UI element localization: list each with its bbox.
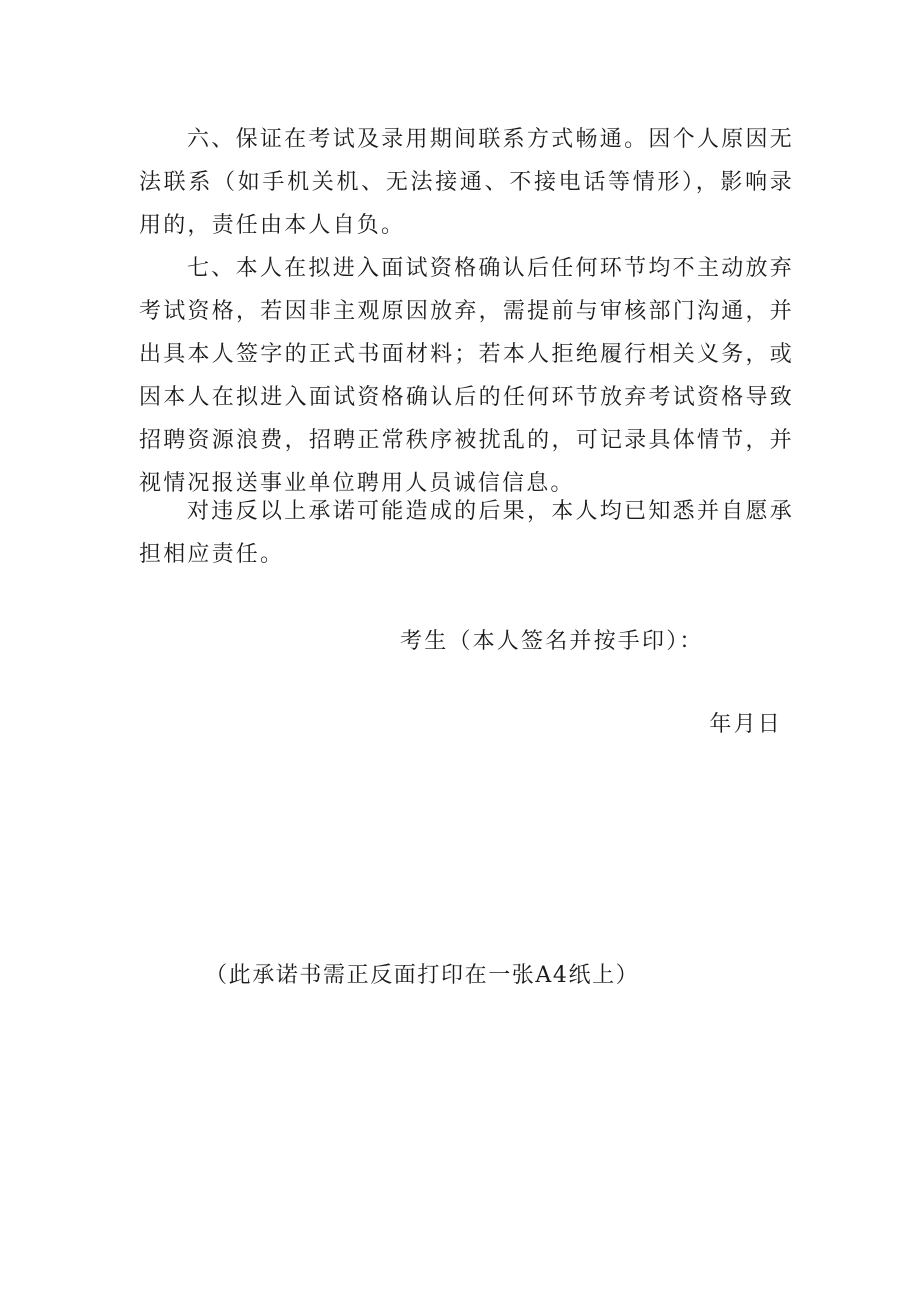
signature-label: 考生（本人签名并按手印）： (400, 629, 704, 654)
print-instruction-note: （此承诺书需正反面打印在一张A4纸上） (205, 963, 640, 988)
date-label: 年月日 (709, 712, 782, 737)
clause-seven-paragraph: 七、本人在拟进入面试资格确认后任何环节均不主动放弃考试资格，若因非主观原因放弃，需提前与审核部门沟通，并出具本人签字的正式书面材料；若本人拒绝履行相关义务，或因本人在拟进入面试资格确认后的任何环节放弃考试资格导致招聘资源浪费，招聘正常秩序被扰乱的，可记录具体情节，并视情况报送事业单位聘用人员诚信信息。 (139, 256, 794, 496)
clause-six-paragraph: 六、保证在考试及录用期间联系方式畅通。因个人原因无法联系（如手机关机、无法接通、不接电话等情形），影响录用的，责任由本人自负。 (139, 127, 794, 238)
liability-statement-paragraph: 对违反以上承诺可能造成的后果，本人均已知悉并自愿承担相应责任。 (139, 499, 794, 567)
